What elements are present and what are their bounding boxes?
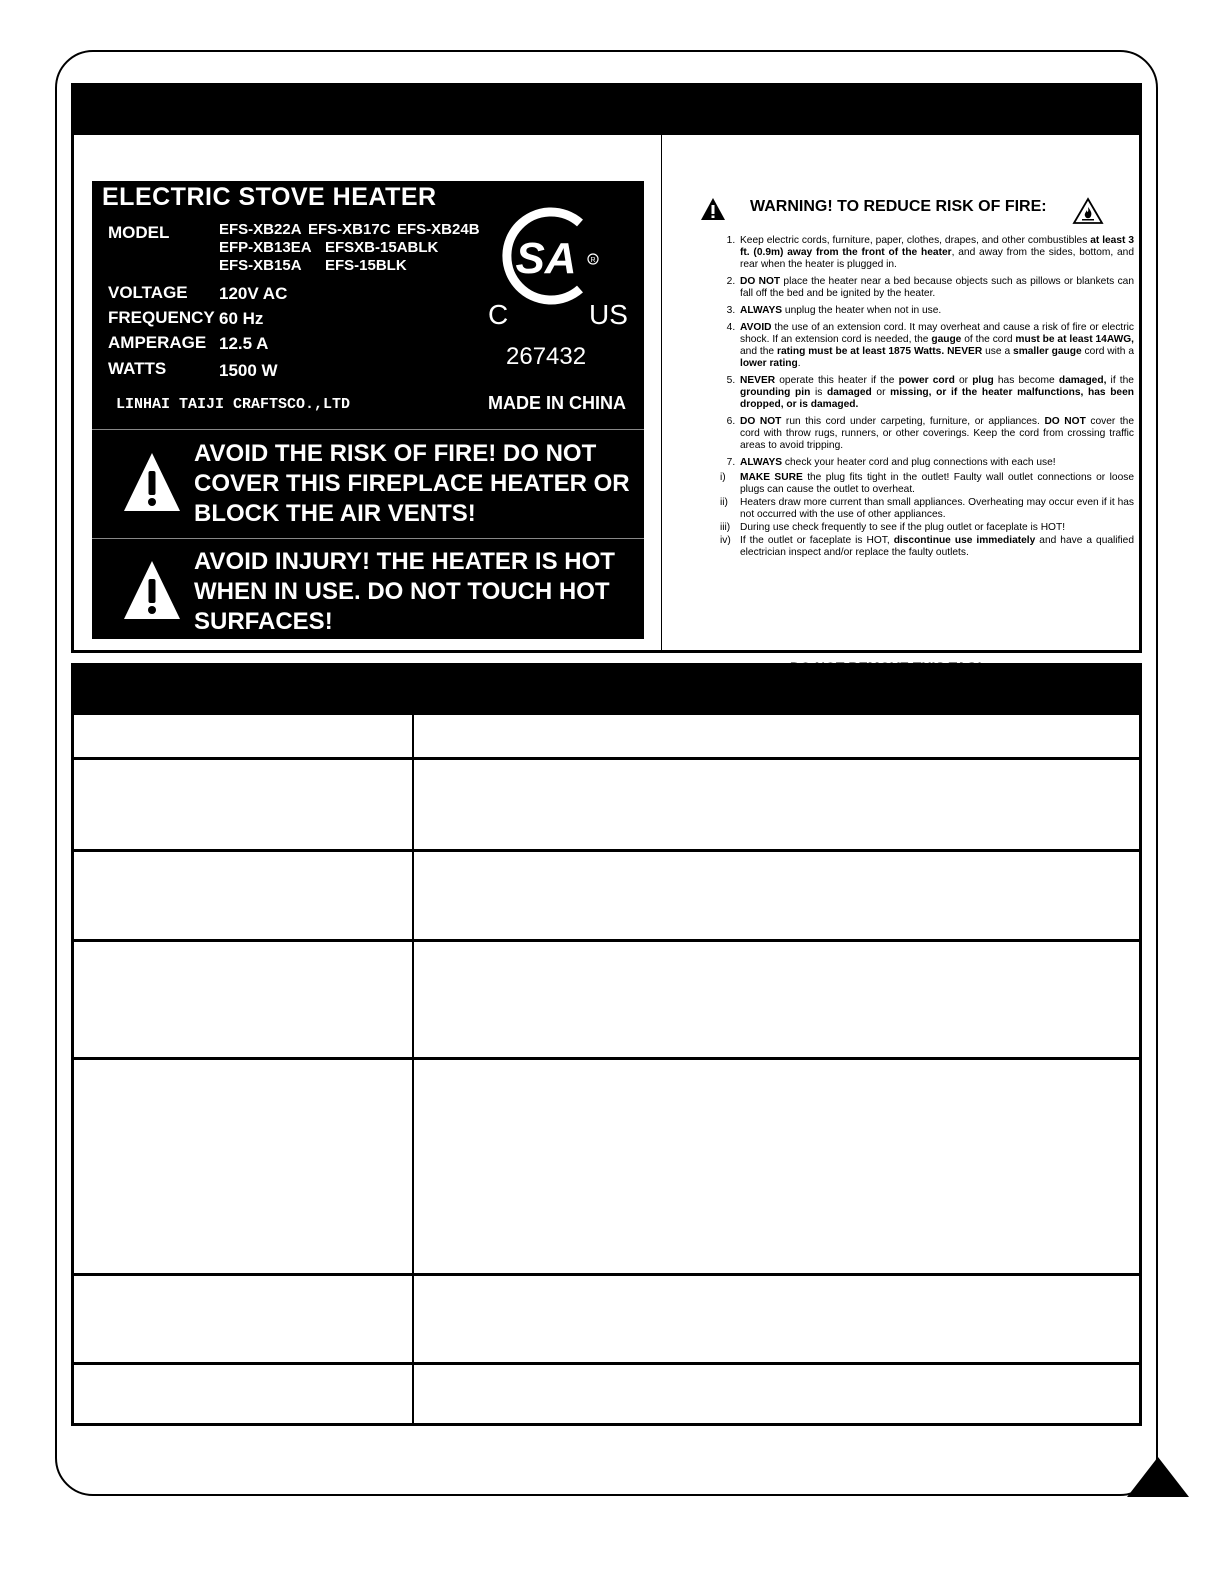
- warning-triangle-icon: [700, 197, 726, 221]
- tag-item: [738, 276, 1134, 300]
- voltage-value: 120V AC: [219, 284, 288, 303]
- tag-text: ALWAYS: [740, 305, 783, 316]
- tag-text: .: [797, 358, 801, 369]
- warning-triangle-icon: [122, 451, 182, 515]
- tag-text: damaged: [827, 387, 872, 398]
- tag-text: ALWAYS: [740, 457, 783, 468]
- injury-warning-line: WHEN IN USE. DO NOT TOUCH HOT: [194, 578, 610, 605]
- tag-text: at least 3 ft. (0.9m) away from the front of the heater: [740, 235, 1134, 258]
- tag-text: , and away from the sides, bottom, and rear when the heater is plugged in.: [740, 247, 1135, 270]
- tag-text: missing, or if the heater malfunctions, has been dropped, or is damaged.: [740, 387, 1134, 410]
- tag-text: rating must be at least 1875 Watts.: [777, 346, 945, 357]
- manufacturer: LINHAI TAIJI CRAFTSCO.,LTD: [116, 396, 351, 413]
- table-row-divider: [74, 1273, 1139, 1276]
- model-item: EFS-XB15A: [219, 257, 302, 274]
- tag-text: the use of an extension cord. It may overheat and cause a risk of fire or electric shock. If an extension cord is needed, the: [740, 322, 1134, 345]
- tag-text: NEVER: [947, 346, 983, 357]
- tag-text: NEVER: [740, 375, 776, 386]
- tag-item: [720, 457, 1134, 559]
- model-item: EFP-XB13EA: [219, 239, 312, 256]
- tag-text: DO NOT: [740, 416, 782, 427]
- tag-item: [738, 305, 1134, 317]
- tag-text: and have a qualified electrician inspect and/or replace the faulty outlets.: [740, 535, 1134, 558]
- watts-value: 1500 W: [219, 361, 278, 380]
- injury-warning-line: SURFACES!: [194, 608, 333, 635]
- tag-text: DO NOT: [1044, 416, 1086, 427]
- tag-text: DO NOT: [740, 276, 781, 287]
- injury-warning-line: AVOID INJURY! THE HEATER IS HOT: [194, 548, 615, 575]
- table-row-divider: [74, 849, 1139, 852]
- tag-subitem: [720, 497, 1134, 521]
- table-header-bar: [74, 666, 1139, 715]
- frequency-key: FREQUENCY: [108, 308, 215, 327]
- cert-us: US: [589, 299, 628, 330]
- section-header-bar: [74, 86, 1139, 135]
- tag-text: smaller gauge: [1013, 346, 1082, 357]
- tag-text: the plug fits tight in the outlet! Faulty wall outlet connections or loose plugs can cause the outlet to overheat.: [740, 472, 1134, 495]
- tag-text: if the: [1106, 375, 1134, 386]
- tag-text: must be at least 14AWG,: [1015, 334, 1134, 345]
- tag-text: power cord: [898, 375, 955, 386]
- csa-logo-letters: SA: [515, 234, 577, 283]
- tag-text: Heaters draw more current than small appliances. Overheating may occur even if it has not occurred with the use of other appliances.: [740, 497, 1134, 520]
- label-divider: [92, 429, 644, 430]
- model-key: MODEL: [108, 223, 170, 242]
- tag-subitem-number: i): [720, 472, 726, 483]
- table-row-divider: [74, 939, 1139, 942]
- table-column-divider: [412, 715, 414, 1423]
- tag-item: [738, 235, 1134, 271]
- tag-heading: WARNING! TO REDUCE RISK OF FIRE:: [750, 198, 1047, 215]
- tag-text: check your heater cord and plug connections with each use!: [782, 457, 1056, 468]
- tag-text: plug: [972, 375, 994, 386]
- tag-text: grounding pin: [740, 387, 811, 398]
- cert-number: 267432: [506, 343, 587, 370]
- model-item: EFS-XB17C: [308, 221, 391, 238]
- table-section: [71, 663, 1142, 1426]
- model-item: EFS-XB22A: [219, 221, 302, 238]
- tag-text: lower rating: [740, 358, 798, 369]
- label-divider: [92, 538, 644, 539]
- corner-tab: [1127, 1457, 1189, 1497]
- amperage-key: AMPERAGE: [108, 333, 207, 352]
- tag-text: gauge: [931, 334, 962, 345]
- table-row-divider: [74, 757, 1139, 760]
- tag-item: [738, 416, 1134, 452]
- column-divider: [661, 135, 662, 650]
- tag-text: is: [810, 387, 828, 398]
- tag-text: run this cord under carpeting, furniture, or appliances.: [781, 416, 1045, 427]
- frequency-value: 60 Hz: [219, 309, 264, 328]
- watts-key: WATTS: [108, 359, 167, 378]
- cert-c: C: [488, 299, 509, 330]
- tag-text: discontinue use immediately: [893, 535, 1036, 546]
- tag-text: place the heater near a bed because objects such as pillows or blankets can fall off the bed and be ignited by the heater.: [740, 276, 1135, 299]
- tag-text: use a: [982, 346, 1014, 357]
- fire-warning-line: COVER THIS FIREPLACE HEATER OR: [194, 470, 630, 497]
- tag-text: MAKE SURE: [740, 472, 803, 483]
- tag-text: unplug the heater when not in use.: [782, 305, 942, 316]
- tag-text: operate this heater if the: [775, 375, 899, 386]
- tag-item: [738, 322, 1134, 370]
- model-item: EFSXB-15ABLK: [325, 239, 439, 256]
- tag-text: Keep electric cords, furniture, paper, clothes, drapes, and other combustibles: [740, 235, 1091, 246]
- tag-subitem: [720, 535, 1134, 559]
- warning-triangle-icon: [122, 559, 182, 623]
- table-row-divider: [74, 1362, 1139, 1365]
- tag-text: and the: [740, 346, 777, 357]
- tag-text: During use check frequently to see if the plug outlet or faceplate is HOT!: [740, 522, 1066, 533]
- tag-list: [710, 235, 1134, 564]
- tag-sublist: [720, 472, 1134, 559]
- voltage-key: VOLTAGE: [108, 283, 188, 302]
- rating-label: [92, 181, 644, 639]
- label-section: [71, 83, 1142, 653]
- tag-subitem-number: ii): [720, 497, 728, 508]
- tag-subitem: [720, 522, 1134, 534]
- tag-subitem: [720, 472, 1134, 496]
- table-row-divider: [74, 1057, 1139, 1060]
- model-item: EFS-15BLK: [325, 257, 407, 274]
- tag-subitem-number: iv): [720, 535, 731, 546]
- fire-warning-line: BLOCK THE AIR VENTS!: [194, 500, 476, 527]
- tag-text: cord with a: [1081, 346, 1134, 357]
- label-title: ELECTRIC STOVE HEATER: [102, 183, 437, 211]
- tag-text: If the outlet or faceplate is HOT,: [740, 535, 894, 546]
- tag-text: AVOID: [740, 322, 772, 333]
- tag-text: damaged,: [1058, 375, 1107, 386]
- csa-logo-icon: [492, 201, 602, 311]
- tag-text: cover the cord with throw rugs, runners, or other coverings. Keep the cord from crossing traffic areas to avoid tripping.: [740, 416, 1134, 451]
- tag-item: [738, 375, 1134, 411]
- tag-text: has become: [993, 375, 1059, 386]
- tag-text: or: [954, 375, 973, 386]
- tag-subitem-number: iii): [720, 522, 731, 533]
- fire-warning-line: AVOID THE RISK OF FIRE! DO NOT: [194, 440, 597, 467]
- tag-text: or: [871, 387, 891, 398]
- made-in: MADE IN CHINA: [488, 393, 626, 413]
- flammable-icon: [1072, 197, 1104, 225]
- amperage-value: 12.5 A: [219, 334, 269, 353]
- model-item: EFS-XB24B: [397, 221, 480, 238]
- svg-text:R: R: [590, 257, 596, 264]
- tag-text: of the cord: [961, 334, 1016, 345]
